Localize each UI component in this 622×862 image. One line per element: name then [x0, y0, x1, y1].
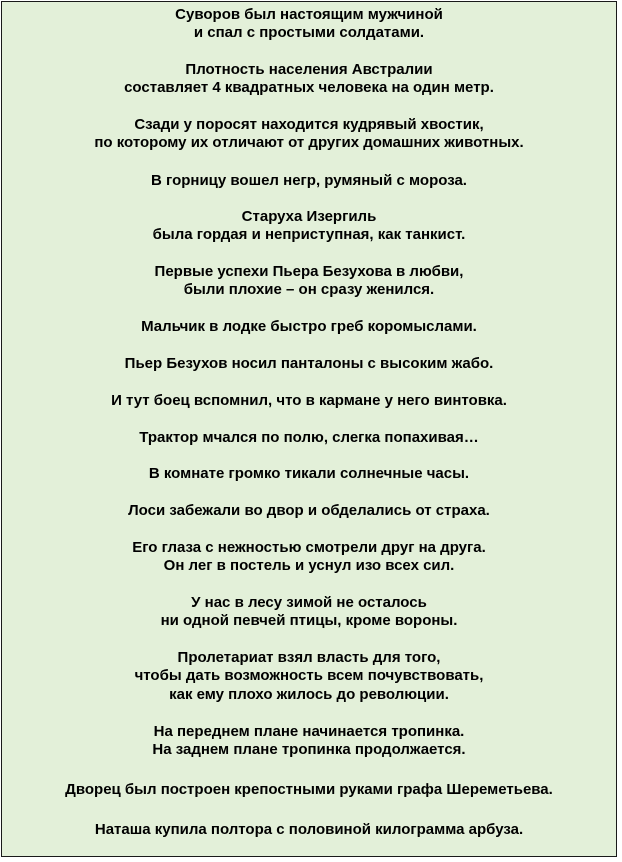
quote-item: В комнате громко тикали солнечные часы.	[148, 465, 470, 482]
quote-item: Суворов был настоящим мужчиной и спал с простыми солдатами.	[175, 6, 443, 42]
quote-item: На переднем плане начинается тропинка. На заднем плане тропинка продолжается.	[152, 723, 466, 759]
quote-item: И тут боец вспомнил, что в кармане у него винтовка.	[111, 392, 507, 409]
quote-item: Его глаза с нежностью смотрели друг на друга. Он лег в постель и уснул изо всех сил.	[132, 539, 486, 575]
quote-item: Мальчик в лодке быстро греб коромыслами.	[141, 318, 477, 335]
quotes-panel	[1, 1, 617, 857]
quote-item: Наташа купила полтора с половиной килограмма арбуза.	[94, 821, 524, 838]
quote-item: Старуха Изергиль была гордая и неприступная, как танкист.	[152, 208, 466, 244]
quote-item: Трактор мчался по полю, слегка попахивая…	[139, 429, 479, 446]
quote-item: Сзади у поросят находится кудрявый хвостик, по которому их отличают от других домашних животных.	[94, 116, 524, 152]
quote-item: Лоси забежали во двор и обделались от страха.	[128, 502, 490, 519]
quote-item: Первые успехи Пьера Безухова в любви, были плохие – он сразу женился.	[154, 263, 464, 299]
quote-item: У нас в лесу зимой не осталось ни одной певчей птицы, кроме вороны.	[160, 594, 458, 630]
quote-item: В горницу вошел негр, румяный с мороза.	[151, 172, 467, 189]
quote-item: Плотность населения Австралии составляет 4 квадратных человека на один метр.	[124, 61, 494, 97]
quote-item: Пьер Безухов носил панталоны с высоким жабо.	[124, 355, 494, 372]
quote-item: Пролетариат взял власть для того, чтобы дать возможность всем почувствовать, как ему плохо жилось до революции.	[134, 649, 484, 703]
quote-item: Дворец был построен крепостными руками графа Шереметьева.	[65, 781, 553, 798]
